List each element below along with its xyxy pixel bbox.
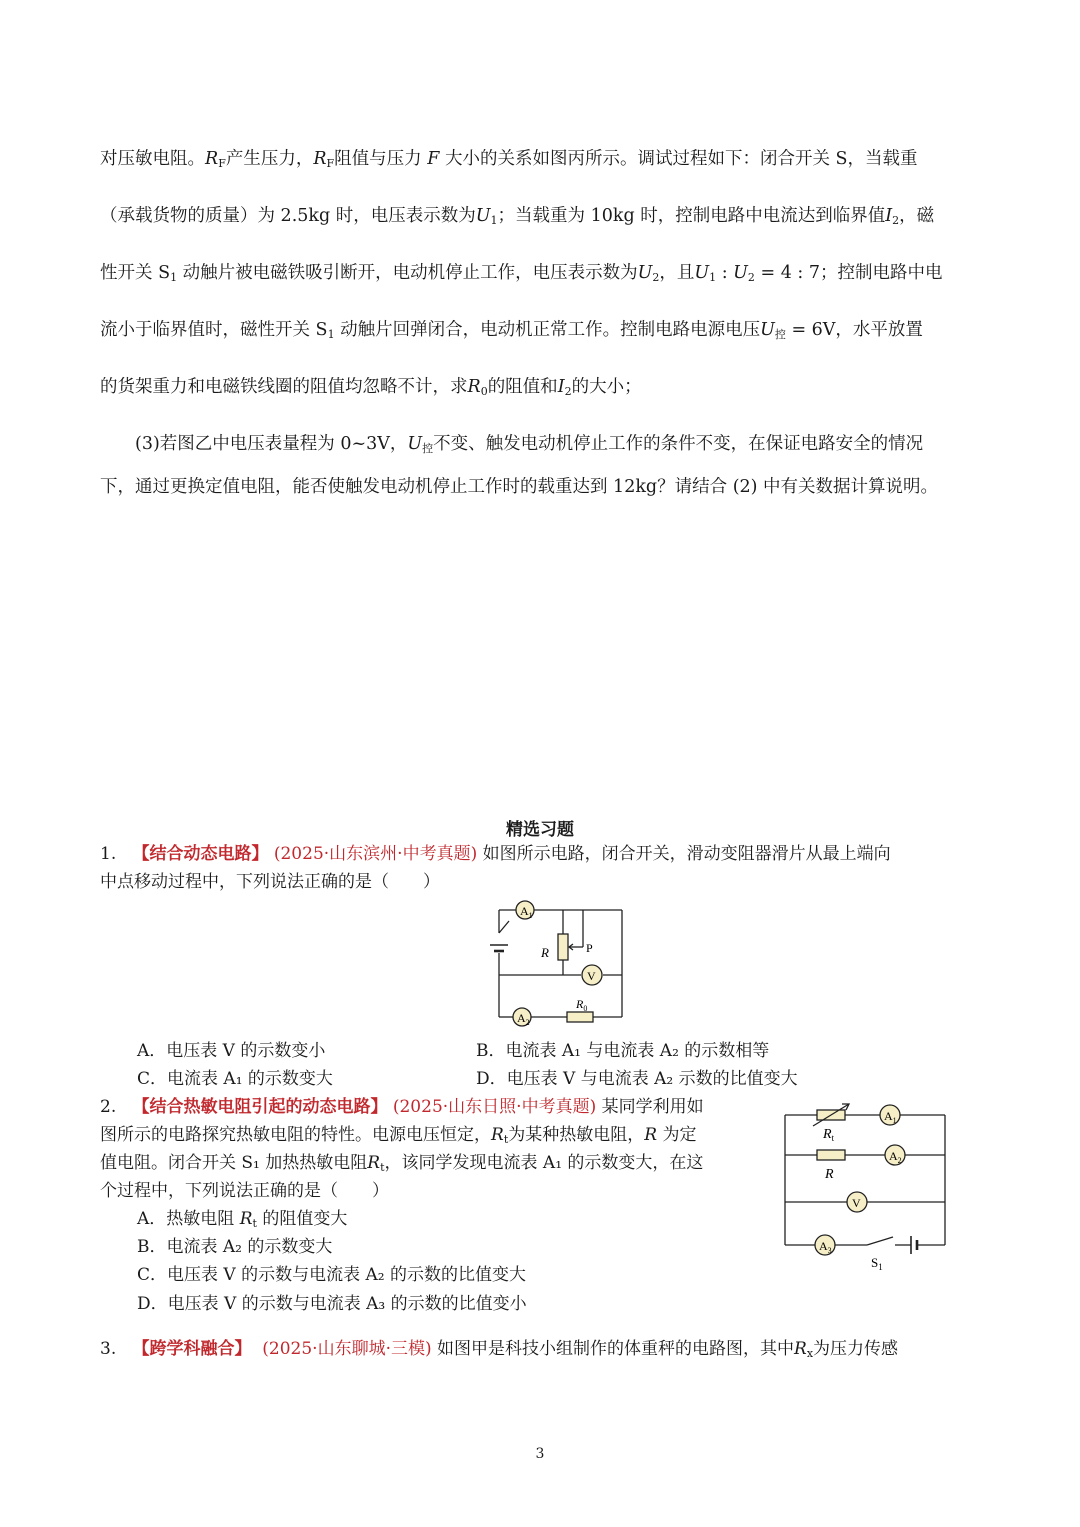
q3-source: (2025·山东聊城·三模)	[262, 1339, 432, 1359]
ammeter-a3-icon	[815, 1235, 835, 1255]
svg-text:A3: $A_3$	[819, 1239, 832, 1255]
q1-circuit-diagram	[485, 895, 645, 1030]
q1-stem-line-2: 中点移动过程中，下列说法正确的是（ ）	[100, 872, 440, 892]
svg-text:V: V	[587, 969, 596, 983]
q1-source: (2025·山东滨州·中考真题)	[273, 844, 478, 864]
voltmeter-icon	[847, 1192, 867, 1212]
problem-line-6: (3)若图乙中电压表量程为 0~3V，$U_控$不变、触发电动机停止工作的条件不变，在保证电路安全的情况	[135, 434, 924, 455]
svg-text:R: R	[825, 1167, 834, 1182]
q1-option-a: A．电压表 V 的示数变小	[137, 1041, 326, 1061]
q2-option-d: D．电压表 V 的示数与电流表 A₃ 的示数的比值变小	[137, 1294, 527, 1314]
ammeter-a1-icon	[880, 1105, 900, 1125]
ammeter-a2-icon	[885, 1145, 905, 1165]
section-title: 精选习题	[506, 820, 574, 840]
svg-text:A2: $A_2$	[517, 1011, 530, 1027]
svg-text:Rt: $R_t$	[823, 1127, 835, 1143]
ammeter-a2-icon	[513, 1008, 531, 1027]
ammeter-a1-icon	[516, 901, 534, 920]
svg-text:V: V	[852, 1196, 861, 1210]
svg-text:P: P	[586, 941, 593, 955]
svg-text:R0: $R_0$	[576, 997, 588, 1013]
svg-text:A2: $A_2$	[889, 1149, 902, 1165]
problem-line-4: 流小于临界值时，磁性开关 $S_1$ 动触片回弹闭合，电动机正常工作。控制电路电源电压$U_控 = 6V$，水平放置	[100, 320, 923, 341]
q2-option-a: A．热敏电阻 $R_t$ 的阻值变大	[137, 1209, 348, 1230]
problem-line-3: 性开关 $S_1$ 动触片被电磁铁吸引断开，电动机停止工作，电压表示数为$U_2$，且$U_1$ : $U_2 = 4$ : 7；控制电路中电	[100, 263, 943, 284]
q3-stem-line-1: 3. 【跨学科融合】 (2025·山东聊城·三模) 如图甲是科技小组制作的体重秤的电路图，其中$R_x$为压力传感	[100, 1339, 899, 1360]
problem-line-7: 下，通过更换定值电阻，能否使触发电动机停止工作时的载重达到 12kg？请结合 (2) 中有关数据计算说明。	[100, 477, 939, 497]
svg-text:A1: $A_1$	[520, 904, 533, 920]
q2-stem-line-3: 值电阻。闭合开关 S₁ 加热热敏电阻$R_t$，该同学发现电流表 A₁ 的示数变大，在这	[100, 1153, 704, 1174]
q2-stem-line-2: 图所示的电路探究热敏电阻的特性。电源电压恒定，$R_t$为某种热敏电阻，R 为定	[100, 1125, 697, 1146]
svg-text:A1: $A_1$	[884, 1109, 897, 1125]
q2-source: (2025·山东日照·中考真题)	[392, 1097, 597, 1117]
problem-line-1: 对压敏电阻。$R_F$产生压力，$R_F$阻值与压力 F 大小的关系如图丙所示。调试过程如下：闭合开关 S，当载重	[100, 149, 918, 170]
svg-text:R: R	[541, 945, 549, 960]
problem-line-5: 的货架重力和电磁铁线圈的阻值均忽略不计，求$R_0$的阻值和$I_2$的大小；	[100, 377, 642, 398]
q1-stem-line-1: 1. 【结合动态电路】 (2025·山东滨州·中考真题) 如图所示电路，闭合开关，滑动变阻器滑片从最上端向	[100, 844, 891, 864]
q2-option-c: C．电压表 V 的示数与电流表 A₂ 的示数的比值变大	[137, 1265, 526, 1285]
q2-circuit-diagram	[775, 1095, 955, 1275]
q1-option-c: C．电流表 A₁ 的示数变大	[137, 1069, 333, 1089]
q3-tag: 【跨学科融合】	[132, 1339, 252, 1359]
q2-option-b: B．电流表 A₂ 的示数变大	[137, 1237, 333, 1257]
svg-text:S1: $S_1$	[871, 1255, 883, 1272]
page-number: 3	[535, 1446, 545, 1462]
q1-option-b: B．电流表 A₁ 与电流表 A₂ 的示数相等	[476, 1041, 770, 1061]
q2-stem-line-4: 个过程中，下列说法正确的是（ ）	[100, 1181, 389, 1201]
voltmeter-icon	[582, 965, 602, 985]
q2-stem-line-1: 2. 【结合热敏电阻引起的动态电路】 (2025·山东日照·中考真题) 某同学利用如	[100, 1097, 704, 1117]
q2-tag: 【结合热敏电阻引起的动态电路】	[132, 1097, 388, 1117]
q1-tag: 【结合动态电路】	[132, 844, 269, 864]
problem-line-2: （承载货物的质量）为 2.5kg 时，电压表示数为$U_1$；当载重为 10kg 时，控制电路中电流达到临界值$I_2$，磁	[100, 206, 935, 227]
q1-option-d: D．电压表 V 与电流表 A₂ 示数的比值变大	[476, 1069, 798, 1089]
